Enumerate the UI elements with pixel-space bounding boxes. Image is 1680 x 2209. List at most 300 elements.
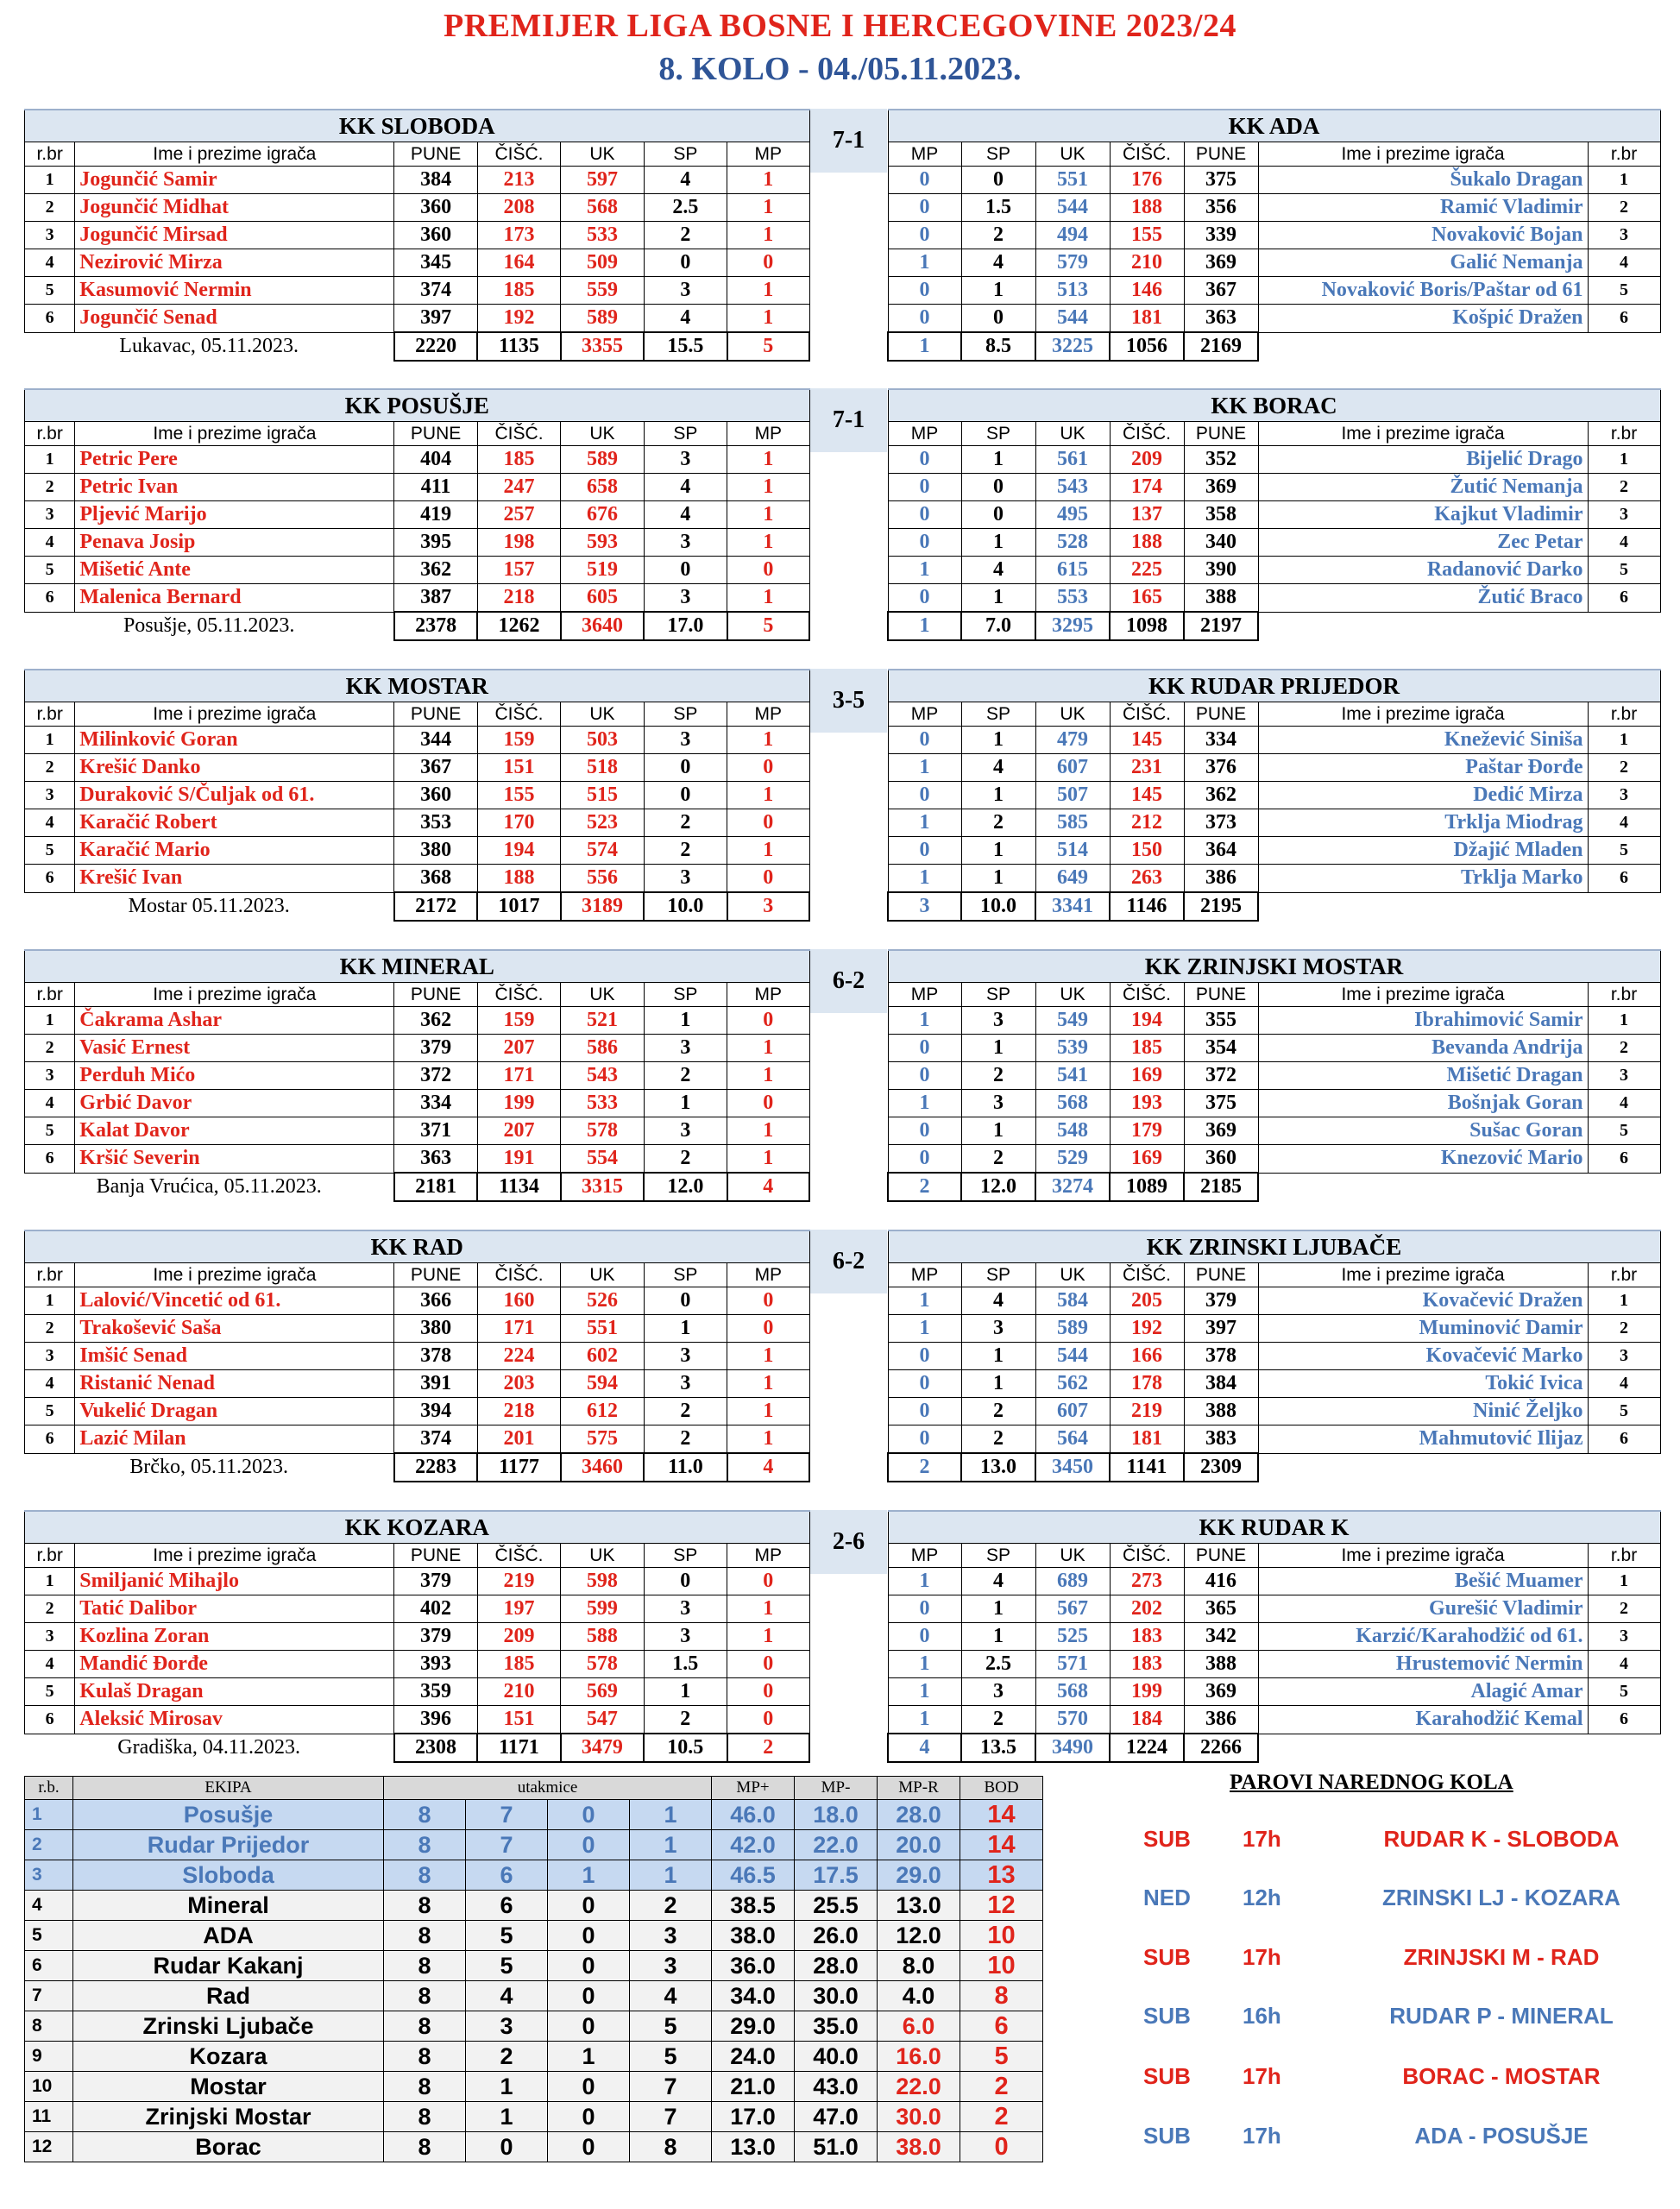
player-sp: 4: [961, 557, 1035, 584]
col-header-name: Ime i prezime igrača: [1258, 422, 1588, 446]
standings-points: 12: [960, 1891, 1043, 1921]
player-name: Vasić Ernest: [75, 1035, 394, 1062]
total-mp: 2: [888, 1453, 961, 1482]
player-rank: 3: [1588, 501, 1660, 529]
total-sp: 7.0: [961, 612, 1035, 640]
table-row: [25, 1007, 810, 1035]
col-header-cisc: ČIŠĆ.: [477, 142, 560, 167]
standings-losses: 1: [630, 1830, 712, 1860]
player-mp: 1: [727, 277, 809, 305]
player-uk: 570: [1035, 1706, 1110, 1734]
standings-rank: 10: [25, 2072, 73, 2102]
player-name: Novaković Boris/Paštar od 61: [1258, 277, 1588, 305]
player-sp: 4: [961, 1287, 1035, 1315]
player-pune: 404: [394, 446, 477, 474]
standings-mp-minus: 26.0: [795, 1921, 878, 1951]
standings-team: Zrinjski Mostar: [73, 2102, 384, 2132]
player-uk: 526: [561, 1287, 644, 1315]
player-cisc: 203: [477, 1370, 560, 1398]
table-row: [25, 1425, 810, 1454]
standings-wins: 4: [466, 1981, 548, 2011]
standings-row: [25, 2072, 1043, 2102]
standings-row: [25, 2132, 1043, 2162]
match-block: [24, 1230, 1659, 1479]
player-cisc: 170: [477, 809, 560, 837]
player-uk: 539: [1035, 1035, 1110, 1062]
col-header-uk: UK: [561, 702, 644, 727]
standings-mp-plus: 46.5: [712, 1860, 795, 1891]
standings-points: 5: [960, 2042, 1043, 2072]
player-sp: 2: [961, 1062, 1035, 1090]
col-header-pune: PUNE: [394, 702, 477, 727]
standings-rank: 5: [25, 1921, 73, 1951]
total-uk: 3460: [561, 1453, 644, 1482]
player-cisc: 202: [1110, 1595, 1184, 1623]
match-score: 3-5: [810, 669, 887, 733]
standings-games: 8: [384, 1981, 466, 2011]
standings-mp-minus: 25.5: [795, 1891, 878, 1921]
player-mp: 0: [888, 1117, 961, 1145]
player-rank: 6: [1588, 1706, 1660, 1734]
player-pune: 419: [394, 501, 477, 529]
player-rank: 4: [1588, 249, 1660, 277]
player-uk: 568: [561, 194, 644, 222]
standings-mp-r: 38.0: [878, 2132, 960, 2162]
player-mp: 0: [888, 1370, 961, 1398]
player-cisc: 207: [477, 1035, 560, 1062]
standings-losses: 1: [630, 1800, 712, 1830]
player-pune: 379: [394, 1035, 477, 1062]
standings-wins: 5: [466, 1921, 548, 1951]
table-row: [888, 1398, 1660, 1425]
standings-draws: 0: [548, 1921, 630, 1951]
player-rank: 1: [25, 1007, 75, 1035]
player-uk: 513: [1035, 277, 1110, 305]
player-cisc: 188: [1110, 529, 1184, 557]
standings-mp-minus: 17.5: [795, 1860, 878, 1891]
player-mp: 1: [727, 1398, 809, 1425]
player-cisc: 257: [477, 501, 560, 529]
player-pune: 356: [1184, 194, 1258, 222]
player-mp: 0: [888, 1062, 961, 1090]
player-rank: 5: [25, 1678, 75, 1706]
player-name: Kozlina Zoran: [75, 1623, 394, 1651]
away-team-table: [887, 949, 1661, 1202]
player-rank: 1: [1588, 727, 1660, 754]
away-team-table: [887, 1510, 1661, 1763]
player-cisc: 199: [477, 1090, 560, 1117]
match-location: Posušje, 05.11.2023.: [123, 614, 295, 638]
standings-mp-minus: 30.0: [795, 1981, 878, 2011]
player-rank: 2: [1588, 1035, 1660, 1062]
standings-points: 8: [960, 1981, 1043, 2011]
player-mp: 1: [727, 1595, 809, 1623]
player-sp: 2: [644, 837, 727, 865]
player-sp: 1: [961, 1035, 1035, 1062]
player-uk: 541: [1035, 1062, 1110, 1090]
standings-losses: 2: [630, 1891, 712, 1921]
player-pune: 386: [1184, 865, 1258, 893]
standings-mp-r: 6.0: [878, 2011, 960, 2042]
col-header-uk: UK: [561, 142, 644, 167]
player-uk: 495: [1035, 501, 1110, 529]
standings-team: Mostar: [73, 2072, 384, 2102]
player-pune: 360: [1184, 1145, 1258, 1174]
player-cisc: 151: [477, 754, 560, 782]
player-uk: 515: [561, 782, 644, 809]
player-sp: 4: [644, 305, 727, 333]
total-row: [888, 1173, 1660, 1201]
player-cisc: 176: [1110, 167, 1184, 194]
player-sp: 1: [961, 782, 1035, 809]
player-uk: 525: [1035, 1623, 1110, 1651]
col-header-rbr: r.br: [25, 422, 75, 446]
table-row: [888, 305, 1660, 333]
total-cisc: 1089: [1110, 1173, 1184, 1201]
player-pune: 374: [394, 277, 477, 305]
player-rank: 6: [25, 305, 75, 333]
total-uk: 3274: [1035, 1173, 1110, 1201]
player-mp: 1: [888, 865, 961, 893]
player-pune: 353: [394, 809, 477, 837]
player-pune: 334: [1184, 727, 1258, 754]
standings-wins: 6: [466, 1891, 548, 1921]
player-name: Mišetić Dragan: [1258, 1062, 1588, 1090]
player-pune: 368: [394, 865, 477, 893]
table-row: [25, 1370, 810, 1398]
player-name: Šukalo Dragan: [1258, 167, 1588, 194]
col-header-cisc: ČIŠĆ.: [477, 422, 560, 446]
player-name: Paštar Đorđe: [1258, 754, 1588, 782]
col-header-mp: MP: [727, 702, 809, 727]
total-sp: 17.0: [644, 612, 727, 640]
total-row: [25, 612, 810, 640]
standings-losses: 7: [630, 2102, 712, 2132]
player-mp: 0: [888, 1425, 961, 1454]
player-name: Alagić Amar: [1258, 1678, 1588, 1706]
player-rank: 3: [1588, 1062, 1660, 1090]
player-pune: 388: [1184, 584, 1258, 613]
player-pune: 397: [1184, 1315, 1258, 1343]
standings-mp-minus: 35.0: [795, 2011, 878, 2042]
player-rank: 1: [1588, 1287, 1660, 1315]
player-rank: 6: [25, 1706, 75, 1734]
player-pune: 378: [394, 1343, 477, 1370]
player-pune: 369: [1184, 249, 1258, 277]
standings-header-utakmice: utakmice: [384, 1777, 712, 1800]
col-header-cisc: ČIŠĆ.: [477, 983, 560, 1007]
away-team-name: KK RUDAR PRIJEDOR: [888, 670, 1660, 702]
player-sp: 1: [961, 584, 1035, 613]
player-cisc: 150: [1110, 837, 1184, 865]
player-name: Kulaš Dragan: [75, 1678, 394, 1706]
player-name: Kalat Davor: [75, 1117, 394, 1145]
player-mp: 1: [727, 1117, 809, 1145]
table-row: [25, 1678, 810, 1706]
player-name: Mišetić Ante: [75, 557, 394, 584]
col-header-pune: PUNE: [394, 422, 477, 446]
player-sp: 2: [644, 1145, 727, 1174]
player-sp: 3: [644, 584, 727, 613]
total-pune: 2169: [1184, 332, 1258, 361]
player-uk: 528: [1035, 529, 1110, 557]
col-header-sp: SP: [961, 142, 1035, 167]
next-pair-time: 17h: [1243, 1826, 1281, 1852]
standings-mp-plus: 24.0: [712, 2042, 795, 2072]
total-uk: 3341: [1035, 892, 1110, 921]
player-rank: 4: [1588, 1370, 1660, 1398]
player-name: Ibrahimović Samir: [1258, 1007, 1588, 1035]
standings-mp-plus: 17.0: [712, 2102, 795, 2132]
player-pune: 388: [1184, 1651, 1258, 1678]
match-location: Brčko, 05.11.2023.: [129, 1456, 289, 1479]
standings-wins: 1: [466, 2102, 548, 2132]
player-cisc: 218: [477, 1398, 560, 1425]
player-uk: 586: [561, 1035, 644, 1062]
standings-mp-minus: 22.0: [795, 1830, 878, 1860]
col-header-pune: PUNE: [394, 983, 477, 1007]
player-name: Malenica Bernard: [75, 584, 394, 613]
table-row: [888, 1595, 1660, 1623]
player-pune: 363: [1184, 305, 1258, 333]
player-sp: 2.5: [961, 1651, 1035, 1678]
player-pune: 367: [394, 754, 477, 782]
player-sp: 4: [644, 474, 727, 501]
player-name: Jogunčić Midhat: [75, 194, 394, 222]
player-cisc: 188: [477, 865, 560, 893]
player-sp: 4: [644, 167, 727, 194]
table-row: [25, 557, 810, 584]
total-sp: 13.5: [961, 1734, 1035, 1762]
standings-points: 0: [960, 2132, 1043, 2162]
standings-points: 14: [960, 1800, 1043, 1830]
table-row: [25, 501, 810, 529]
player-mp: 1: [727, 1425, 809, 1454]
player-uk: 588: [561, 1623, 644, 1651]
player-name: Knezović Mario: [1258, 1145, 1588, 1174]
col-header-uk: UK: [561, 1544, 644, 1568]
player-cisc: 164: [477, 249, 560, 277]
total-mp: 3: [727, 892, 809, 921]
player-sp: 2: [961, 222, 1035, 249]
col-header-sp: SP: [644, 702, 727, 727]
player-name: Gurešić Vladimir: [1258, 1595, 1588, 1623]
table-row: [888, 167, 1660, 194]
player-uk: 518: [561, 754, 644, 782]
total-sp: 12.0: [961, 1173, 1035, 1201]
player-sp: 4: [961, 1568, 1035, 1595]
player-cisc: 209: [1110, 446, 1184, 474]
total-pune: 2220: [394, 332, 477, 361]
player-pune: 362: [394, 557, 477, 584]
player-name: Jogunčić Mirsad: [75, 222, 394, 249]
player-uk: 597: [561, 167, 644, 194]
player-uk: 564: [1035, 1425, 1110, 1454]
standings-draws: 0: [548, 2132, 630, 2162]
player-rank: 6: [1588, 1425, 1660, 1454]
player-rank: 4: [25, 1651, 75, 1678]
table-row: [25, 194, 810, 222]
standings-rank: 2: [25, 1830, 73, 1860]
player-name: Karahodžić Kemal: [1258, 1706, 1588, 1734]
match-block: [24, 388, 1659, 638]
table-row: [25, 446, 810, 474]
total-uk: 3355: [561, 332, 644, 361]
player-rank: 3: [25, 1623, 75, 1651]
standings-mp-minus: 18.0: [795, 1800, 878, 1830]
player-mp: 0: [888, 1035, 961, 1062]
standings-games: 8: [384, 1800, 466, 1830]
total-mp: 2: [727, 1734, 809, 1762]
col-header-rbr: r.br: [1588, 142, 1660, 167]
standings-rank: 6: [25, 1951, 73, 1981]
col-header-sp: SP: [961, 702, 1035, 727]
player-uk: 615: [1035, 557, 1110, 584]
col-header-mp: MP: [727, 142, 809, 167]
player-mp: 1: [888, 249, 961, 277]
standings-row: [25, 1830, 1043, 1860]
player-uk: 543: [1035, 474, 1110, 501]
player-sp: 1: [644, 1090, 727, 1117]
away-team-name: KK ZRINJSKI MOSTAR: [888, 950, 1660, 983]
player-uk: 479: [1035, 727, 1110, 754]
player-cisc: 185: [477, 446, 560, 474]
player-uk: 589: [1035, 1315, 1110, 1343]
player-mp: 1: [727, 194, 809, 222]
player-pune: 394: [394, 1398, 477, 1425]
next-pair-day: SUB: [1143, 2123, 1191, 2149]
player-name: Kovačević Dražen: [1258, 1287, 1588, 1315]
standings-row: [25, 1951, 1043, 1981]
total-mp: 1: [888, 332, 961, 361]
standings-points: 10: [960, 1921, 1043, 1951]
player-rank: 6: [1588, 584, 1660, 613]
col-header-rbr: r.br: [1588, 702, 1660, 727]
player-rank: 4: [25, 529, 75, 557]
table-row: [888, 446, 1660, 474]
table-row: [888, 1145, 1660, 1174]
away-team-table: [887, 669, 1661, 922]
player-name: Trklja Marko: [1258, 865, 1588, 893]
player-cisc: 166: [1110, 1343, 1184, 1370]
player-name: Novaković Bojan: [1258, 222, 1588, 249]
standings-losses: 1: [630, 1860, 712, 1891]
table-row: [25, 222, 810, 249]
player-sp: 0: [644, 1287, 727, 1315]
player-pune: 379: [394, 1623, 477, 1651]
standings-table: [24, 1776, 1043, 2162]
player-pune: 339: [1184, 222, 1258, 249]
player-name: Aleksić Mirosav: [75, 1706, 394, 1734]
table-row: [25, 1623, 810, 1651]
total-row: [888, 1453, 1660, 1482]
player-rank: 1: [25, 1287, 75, 1315]
table-row: [25, 1343, 810, 1370]
next-pair-row: [1122, 2003, 1657, 2037]
standings-losses: 5: [630, 2011, 712, 2042]
player-sp: 1: [644, 1007, 727, 1035]
table-row: [888, 1706, 1660, 1734]
home-team-table: [24, 1510, 810, 1763]
player-mp: 1: [727, 1035, 809, 1062]
player-cisc: 193: [1110, 1090, 1184, 1117]
standings-row: [25, 1800, 1043, 1830]
standings-losses: 7: [630, 2072, 712, 2102]
player-mp: 0: [888, 1343, 961, 1370]
player-rank: 4: [1588, 809, 1660, 837]
player-pune: 354: [1184, 1035, 1258, 1062]
player-cisc: 192: [1110, 1315, 1184, 1343]
table-row: [888, 754, 1660, 782]
player-sp: 2: [644, 1062, 727, 1090]
table-row: [25, 1595, 810, 1623]
player-uk: 533: [561, 222, 644, 249]
player-sp: 2: [644, 222, 727, 249]
player-name: Zec Petar: [1258, 529, 1588, 557]
away-team-table: [887, 1230, 1661, 1482]
total-row: [25, 892, 810, 921]
standings-losses: 8: [630, 2132, 712, 2162]
player-uk: 561: [1035, 446, 1110, 474]
next-pair-row: [1122, 1944, 1657, 1979]
player-uk: 544: [1035, 305, 1110, 333]
player-rank: 5: [1588, 557, 1660, 584]
total-sp: 11.0: [644, 1453, 727, 1482]
player-uk: 584: [1035, 1287, 1110, 1315]
col-header-mp: MP: [727, 422, 809, 446]
player-uk: 599: [561, 1595, 644, 1623]
total-row: [25, 1173, 810, 1201]
player-sp: 3: [644, 865, 727, 893]
player-sp: 1: [961, 446, 1035, 474]
table-row: [888, 194, 1660, 222]
player-sp: 3: [644, 1623, 727, 1651]
total-pune: 2195: [1184, 892, 1258, 921]
next-pair-day: SUB: [1143, 2003, 1191, 2029]
player-pune: 384: [1184, 1370, 1258, 1398]
col-header-mp: MP: [888, 1544, 961, 1568]
player-name: Karačić Robert: [75, 809, 394, 837]
player-rank: 1: [25, 446, 75, 474]
player-sp: 2: [961, 1706, 1035, 1734]
standings-mp-r: 30.0: [878, 2102, 960, 2132]
player-cisc: 198: [477, 529, 560, 557]
player-cisc: 194: [1110, 1007, 1184, 1035]
player-rank: 3: [25, 1062, 75, 1090]
standings-games: 8: [384, 2072, 466, 2102]
player-cisc: 178: [1110, 1370, 1184, 1398]
player-cisc: 173: [477, 222, 560, 249]
player-pune: 371: [394, 1117, 477, 1145]
player-mp: 0: [888, 446, 961, 474]
standings-team: Zrinski Ljubače: [73, 2011, 384, 2042]
player-uk: 503: [561, 727, 644, 754]
col-header-mp: MP: [888, 983, 961, 1007]
player-sp: 1: [644, 1678, 727, 1706]
total-cisc: 1056: [1110, 332, 1184, 361]
table-row: [25, 1651, 810, 1678]
player-cisc: 184: [1110, 1706, 1184, 1734]
player-rank: 3: [1588, 222, 1660, 249]
player-rank: 6: [1588, 305, 1660, 333]
player-uk: 649: [1035, 865, 1110, 893]
table-row: [888, 1090, 1660, 1117]
standings-mp-r: 12.0: [878, 1921, 960, 1951]
standings-team: Rudar Kakanj: [73, 1951, 384, 1981]
player-cisc: 212: [1110, 809, 1184, 837]
away-team-name: KK ZRINSKI LJUBAČE: [888, 1230, 1660, 1263]
player-rank: 2: [25, 754, 75, 782]
